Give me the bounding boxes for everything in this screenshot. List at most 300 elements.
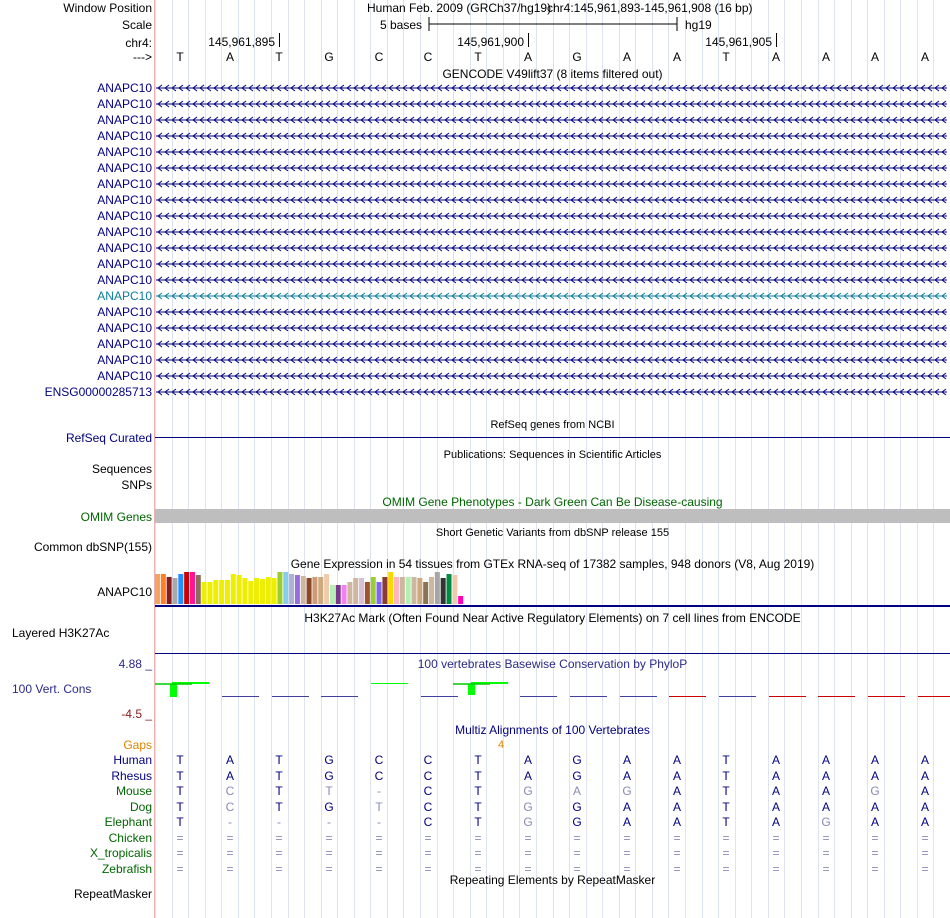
alignment-base: - — [277, 815, 281, 829]
alignment-base: T — [325, 784, 333, 798]
scale-text: 5 bases — [380, 18, 423, 32]
ruler-tick-label: 145,961,900 — [457, 35, 524, 49]
alignment-base: G — [622, 784, 632, 798]
cons-max-label: 4.88 _ — [118, 657, 152, 671]
gencode-gene-label[interactable]: ANAPC10 — [97, 129, 152, 143]
gtex-tissue-bar[interactable] — [283, 572, 288, 604]
base-10: A — [672, 50, 681, 64]
ruler-tick — [528, 33, 529, 47]
cons-value-bar[interactable] — [918, 696, 950, 697]
alignment-base: = — [822, 830, 830, 845]
gtex-tissue-bar[interactable] — [225, 580, 230, 604]
ruler-tick-label: 145,961,905 — [705, 35, 772, 49]
gtex-tissue-bar[interactable] — [394, 577, 399, 604]
base-5: C — [423, 50, 433, 64]
gencode-title: GENCODE V49lift37 (8 items filtered out) — [442, 67, 663, 81]
base-15: A — [920, 50, 929, 64]
gencode-gene-label[interactable]: ANAPC10 — [97, 113, 152, 127]
gtex-tissue-bar[interactable] — [295, 575, 300, 604]
gtex-tissue-bar[interactable] — [312, 577, 317, 604]
alignment-base: = — [623, 830, 631, 845]
species-label[interactable]: Mouse — [115, 784, 152, 798]
alignment-base: A — [672, 753, 681, 767]
alignment-base: A — [622, 753, 631, 767]
publications-title: Publications: Sequences in Scientific Articles — [443, 449, 662, 461]
alignment-base: = — [275, 846, 283, 860]
cons-value-bar[interactable] — [421, 696, 458, 697]
base-1: A — [225, 50, 234, 64]
alignment-base: A — [870, 768, 879, 783]
dbsnp-label[interactable]: Common dbSNP(155) — [33, 540, 152, 554]
base-11: T — [722, 50, 730, 64]
alignment-base: A — [771, 753, 780, 767]
alignment-base: C — [423, 784, 433, 798]
gtex-tissue-bar[interactable] — [237, 575, 242, 604]
alignment-base: = — [673, 846, 681, 860]
gtex-tissue-bar[interactable] — [202, 582, 207, 604]
alignment-base: T — [722, 753, 730, 767]
repeatmasker-label[interactable]: RepeatMasker — [73, 887, 152, 901]
alignment-base: G — [821, 815, 831, 829]
dbsnp-title: Short Genetic Variants from dbSNP release 155 — [435, 527, 670, 539]
species-label[interactable]: Elephant — [104, 815, 152, 829]
ruler-tick — [776, 33, 777, 47]
alignment-base: A — [771, 768, 780, 783]
cons-value-bar[interactable] — [520, 696, 557, 697]
alignment-base: A — [920, 799, 929, 814]
gtex-tissue-bar[interactable] — [242, 578, 247, 604]
alignment-base: A — [523, 753, 532, 767]
alignment-base: A — [572, 784, 581, 798]
track-image-panel[interactable] — [155, 0, 950, 918]
gtex-tissue-bar[interactable] — [447, 574, 452, 604]
alignment-base: = — [375, 830, 383, 845]
alignment-base: C — [225, 784, 235, 798]
gtex-tissue-bar[interactable] — [184, 572, 189, 604]
gencode-gene-label[interactable]: ANAPC10 — [97, 177, 152, 191]
cons-value-bar[interactable] — [371, 683, 408, 684]
refseq-label[interactable]: RefSeq Curated — [65, 431, 152, 445]
alignment-base: = — [226, 830, 234, 845]
alignment-base: = — [722, 846, 730, 860]
base-2: T — [275, 50, 283, 64]
alignment-base: = — [772, 846, 780, 860]
gencode-gene-label[interactable]: ANAPC10 — [97, 161, 152, 175]
base-9: A — [622, 50, 631, 64]
cons-value-bar[interactable] — [719, 696, 756, 697]
gtex-tissue-bar[interactable] — [423, 582, 428, 604]
gencode-transcript-line[interactable] — [155, 257, 948, 271]
alignment-base: = — [325, 846, 333, 860]
gtex-tissue-bar[interactable] — [155, 574, 160, 604]
gtex-tissue-bar[interactable] — [429, 577, 434, 604]
alignment-base: A — [523, 768, 532, 783]
alignment-base: T — [722, 799, 730, 814]
gtex-tissue-bar[interactable] — [289, 574, 294, 604]
strand-label[interactable]: ---> — [133, 50, 152, 64]
assembly-name: Human Feb. 2009 (GRCh37/hg19) — [367, 1, 552, 15]
gencode-transcript-line[interactable] — [155, 305, 948, 319]
alignment-base: G — [523, 799, 533, 814]
alignment-base: = — [822, 846, 830, 860]
cons-value-bar[interactable] — [769, 696, 806, 697]
cons-value-bar[interactable] — [272, 696, 309, 697]
gencode-transcript-line[interactable] — [155, 321, 948, 335]
gencode-gene-label[interactable]: ANAPC10 — [97, 97, 152, 111]
ruler-tick — [279, 33, 280, 47]
alignment-base: = — [375, 861, 383, 876]
cons-label[interactable]: 100 Vert. Cons — [12, 682, 92, 696]
gtex-tissue-bar[interactable] — [330, 585, 335, 604]
multiz-title: Multiz Alignments of 100 Vertebrates — [455, 723, 650, 737]
alignment-base: G — [572, 815, 582, 829]
alignment-base: G — [572, 799, 582, 814]
h3k27ac-title: H3K27Ac Mark (Often Found Near Active Regulatory Elements) on 7 cell lines from ENCODE — [304, 611, 801, 625]
species-label[interactable]: Dog — [129, 799, 152, 814]
alignment-base: = — [573, 861, 581, 876]
gtex-tissue-bar[interactable] — [342, 585, 347, 604]
cons-value-bar[interactable] — [321, 696, 358, 697]
conservation-graph[interactable] — [155, 672, 950, 718]
gencode-gene-label[interactable]: ANAPC10 — [97, 241, 152, 255]
alignment-base: A — [920, 753, 929, 767]
gtex-tissue-bar[interactable] — [336, 585, 341, 604]
ruler-tick-label: 145,961,895 — [208, 35, 275, 49]
alignment-base: A — [870, 753, 879, 767]
gtex-tissue-bar[interactable] — [412, 577, 417, 604]
gencode-gene-label[interactable]: ENSG00000285713 — [44, 385, 152, 399]
alignment-base: = — [573, 846, 581, 860]
cons-min-label: -4.5 _ — [121, 707, 152, 721]
alignment-base: T — [474, 753, 482, 767]
alignment-base: A — [771, 784, 780, 798]
gencode-transcript-line[interactable] — [155, 193, 948, 207]
gtex-tissue-bar[interactable] — [172, 578, 177, 604]
base-4: C — [374, 50, 384, 64]
gencode-transcript-line[interactable] — [155, 97, 948, 111]
gaps-label[interactable]: Gaps — [123, 738, 152, 752]
gtex-tissue-bar[interactable] — [167, 577, 172, 604]
alignment-base: A — [672, 799, 681, 814]
gencode-transcript-line[interactable] — [155, 353, 948, 367]
alignment-base: = — [772, 830, 780, 845]
species-label[interactable]: Rhesus — [111, 768, 152, 783]
alignment-base: = — [871, 846, 879, 860]
alignment-base: = — [673, 861, 681, 876]
alignment-base: = — [921, 846, 929, 860]
alignment-base: T — [275, 784, 283, 798]
alignment-base: - — [327, 815, 331, 829]
gtex-tissue-bar[interactable] — [382, 577, 387, 604]
gencode-transcript-line[interactable] — [155, 161, 948, 175]
gtex-tissue-bar[interactable] — [248, 581, 253, 604]
base-8: G — [572, 50, 582, 64]
gtex-tissue-bar[interactable] — [254, 578, 259, 604]
alignment-base: T — [176, 768, 184, 783]
alignment-base: G — [870, 784, 880, 798]
alignment-base: C — [423, 768, 433, 783]
alignment-base: = — [573, 830, 581, 845]
alignment-base: - — [377, 815, 381, 829]
scale-db: hg19 — [685, 18, 712, 32]
alignment-base: = — [275, 830, 283, 845]
alignment-base: T — [722, 768, 730, 783]
base-12: A — [771, 50, 780, 64]
alignment-base: T — [375, 799, 383, 814]
gencode-transcript-line[interactable] — [155, 129, 948, 143]
gtex-tissue-bar[interactable] — [359, 578, 364, 604]
gtex-tissue-bar[interactable] — [277, 572, 282, 604]
alignment-base: = — [822, 861, 830, 876]
alignment-base: C — [374, 753, 384, 767]
h3k27ac-baseline — [155, 653, 950, 654]
gencode-gene-label[interactable]: ANAPC10 — [97, 353, 152, 367]
alignment-base: - — [228, 815, 232, 829]
alignment-base: - — [377, 784, 381, 798]
cons-positive-bar[interactable] — [170, 684, 177, 697]
species-label[interactable]: X_tropicalis — [89, 846, 152, 860]
gtex-tissue-bar[interactable] — [435, 572, 440, 604]
alignment-base: A — [672, 784, 681, 798]
alignment-base: = — [474, 846, 482, 860]
alignment-base: = — [176, 861, 184, 876]
gap-count: 4 — [498, 739, 505, 751]
cons-value-bar[interactable] — [669, 696, 706, 697]
alignment-base: = — [524, 846, 532, 860]
alignment-base: A — [225, 768, 234, 783]
alignment-base: A — [672, 815, 681, 829]
alignment-base: G — [324, 753, 334, 767]
alignment-base: = — [375, 846, 383, 860]
gtex-tissue-bar[interactable] — [231, 574, 236, 604]
gtex-tissue-bar[interactable] — [318, 577, 323, 604]
gencode-gene-label[interactable]: ANAPC10 — [97, 305, 152, 319]
base-7: A — [523, 50, 532, 64]
scale-bar — [155, 15, 950, 35]
refseq-gene-line[interactable] — [155, 437, 950, 438]
alignment-base: A — [920, 784, 929, 798]
alignment-base: G — [572, 753, 582, 767]
gencode-transcript-line[interactable] — [155, 225, 948, 239]
base-0: T — [176, 50, 184, 64]
repeatmasker-title: Repeating Elements by RepeatMasker — [449, 873, 656, 887]
alignment-base: = — [424, 861, 432, 876]
h3k27ac-label[interactable]: Layered H3K27Ac — [12, 626, 110, 640]
alignment-base: = — [524, 861, 532, 876]
cons-value-bar[interactable] — [222, 696, 259, 697]
omim-label[interactable]: OMIM Genes — [80, 510, 152, 524]
alignment-base: A — [821, 799, 830, 814]
alignment-base: T — [176, 784, 184, 798]
gencode-transcript-line[interactable] — [155, 369, 948, 383]
alignment-base: A — [622, 815, 631, 829]
alignment-base: G — [324, 768, 334, 783]
alignment-base: A — [771, 815, 780, 829]
alignment-base: = — [623, 861, 631, 876]
publications-label[interactable]: Sequences — [91, 462, 152, 476]
alignment-base: T — [474, 768, 482, 783]
gencode-transcript-line[interactable] — [155, 289, 948, 303]
alignment-base: A — [870, 815, 879, 829]
gencode-gene-label[interactable]: ANAPC10 — [97, 273, 152, 287]
cons-value-bar[interactable] — [868, 696, 905, 697]
alignment-base: = — [474, 830, 482, 845]
alignment-base: T — [722, 815, 730, 829]
gtex-tissue-bar[interactable] — [417, 578, 422, 604]
base-14: A — [870, 50, 879, 64]
alignment-base: = — [921, 830, 929, 845]
gtex-tissue-bar[interactable] — [377, 582, 382, 604]
gencode-transcript-line[interactable] — [155, 81, 948, 95]
gencode-gene-label[interactable]: ANAPC10 — [97, 225, 152, 239]
gtex-tissue-bar[interactable] — [196, 575, 201, 604]
alignment-base: T — [474, 815, 482, 829]
alignment-base: = — [722, 830, 730, 845]
alignment-base: = — [524, 830, 532, 845]
alignment-base: A — [920, 768, 929, 783]
alignment-base: T — [176, 815, 184, 829]
alignment-base: T — [176, 799, 184, 814]
gencode-transcript-line[interactable] — [155, 337, 948, 351]
alignment-base: A — [672, 768, 681, 783]
gencode-gene-label[interactable]: ANAPC10 — [97, 209, 152, 223]
alignment-base: T — [176, 753, 184, 767]
alignment-base: C — [423, 815, 433, 829]
gencode-transcript-line[interactable] — [155, 241, 948, 255]
omim-title: OMIM Gene Phenotypes - Dark Green Can Be Disease-causing — [382, 495, 723, 509]
alignment-base: A — [920, 815, 929, 829]
cons-value-bar[interactable] — [620, 696, 657, 697]
alignment-base: T — [474, 784, 482, 798]
gtex-tissue-bar[interactable] — [452, 575, 457, 604]
alignment-base: T — [474, 799, 482, 814]
alignment-base: = — [871, 861, 879, 876]
alignment-base: G — [324, 799, 334, 814]
gtex-tissue-bar[interactable] — [388, 572, 393, 604]
alignment-base: = — [871, 830, 879, 845]
gtex-tissue-bar[interactable] — [266, 577, 271, 604]
gtex-tissue-bar[interactable] — [371, 577, 376, 604]
alignment-base: G — [523, 784, 533, 798]
alignment-base: T — [275, 753, 283, 767]
species-label[interactable]: Human — [113, 753, 152, 767]
snps-label[interactable]: SNPs — [121, 478, 152, 492]
gtex-tissue-bar[interactable] — [400, 577, 405, 604]
gencode-gene-label[interactable]: ANAPC10 — [97, 257, 152, 271]
gencode-transcript-line[interactable] — [155, 209, 948, 223]
base-13: A — [821, 50, 830, 64]
window-position-label: Window Position — [63, 1, 152, 15]
gtex-tissue-bar[interactable] — [458, 596, 463, 604]
cons-value-bar[interactable] — [570, 696, 607, 697]
species-label[interactable]: Chicken — [108, 830, 152, 845]
gtex-tissue-bar[interactable] — [260, 579, 265, 604]
alignment-base: = — [772, 861, 780, 876]
gtex-tissue-bar[interactable] — [207, 582, 212, 604]
alignment-base: T — [275, 768, 283, 783]
gtex-tissue-bar[interactable] — [272, 578, 277, 604]
gencode-gene-label[interactable]: ANAPC10 — [97, 193, 152, 207]
alignment-base: T — [722, 784, 730, 798]
alignment-base: = — [424, 830, 432, 845]
alignment-base: T — [275, 799, 283, 814]
gtex-tissue-bar[interactable] — [324, 574, 329, 604]
gtex-label[interactable]: ANAPC10 — [97, 585, 152, 599]
alignment-base: A — [870, 799, 879, 814]
alignment-base: G — [523, 815, 533, 829]
gtex-tissue-bar[interactable] — [307, 578, 312, 604]
gtex-tissue-bar[interactable] — [190, 572, 195, 604]
alignment-base: = — [275, 861, 283, 876]
gtex-tissue-bar[interactable] — [406, 577, 411, 604]
cons-title: 100 vertebrates Basewise Conservation by PhyloP — [417, 657, 688, 671]
gtex-tissue-bar[interactable] — [347, 582, 352, 604]
gtex-tissue-bar[interactable] — [161, 574, 166, 604]
gtex-tissue-bar[interactable] — [365, 582, 370, 604]
alignment-base: C — [423, 799, 433, 814]
gencode-transcript-line[interactable] — [155, 177, 948, 191]
gtex-tissue-bar[interactable] — [213, 580, 218, 604]
gencode-gene-label[interactable]: ANAPC10 — [97, 289, 152, 303]
alignment-base: = — [921, 861, 929, 876]
gencode-gene-label[interactable]: ANAPC10 — [97, 321, 152, 335]
gencode-gene-label[interactable]: ANAPC10 — [97, 145, 152, 159]
alignment-base: = — [325, 830, 333, 845]
gtex-tissue-bar[interactable] — [219, 580, 224, 604]
gtex-tissue-bar[interactable] — [353, 578, 358, 604]
alignment-base: = — [226, 846, 234, 860]
refseq-title: RefSeq genes from NCBI — [490, 419, 615, 431]
alignment-base: A — [622, 799, 631, 814]
cons-positive-bar[interactable] — [468, 684, 475, 695]
alignment-base: C — [225, 799, 235, 814]
alignment-base: = — [424, 846, 432, 860]
alignment-base: A — [821, 768, 830, 783]
gencode-gene-label[interactable]: ANAPC10 — [97, 369, 152, 383]
base-6: T — [474, 50, 482, 64]
alignment-base: = — [673, 830, 681, 845]
species-label[interactable]: Zebrafish — [101, 861, 152, 876]
alignment-base: G — [572, 768, 582, 783]
alignment-base: = — [226, 861, 234, 876]
alignment-base: = — [176, 830, 184, 845]
gencode-transcript-line[interactable] — [155, 385, 948, 399]
gencode-gene-label[interactable]: ANAPC10 — [97, 337, 152, 351]
alignment-base: = — [722, 861, 730, 876]
alignment-base: = — [176, 846, 184, 860]
chrom-label: chr4: — [125, 36, 152, 50]
gtex-tissue-bar[interactable] — [178, 574, 183, 604]
gtex-tissue-bar[interactable] — [441, 578, 446, 604]
gencode-gene-label[interactable]: ANAPC10 — [97, 81, 152, 95]
omim-gene-bar[interactable] — [155, 509, 950, 523]
alignment-base: = — [474, 861, 482, 876]
gencode-transcript-line[interactable] — [155, 273, 948, 287]
track-labels-panel — [0, 0, 155, 918]
gtex-bar-chart[interactable] — [155, 572, 950, 608]
cons-value-bar[interactable] — [818, 696, 855, 697]
gencode-transcript-line[interactable] — [155, 145, 948, 159]
alignment-base: = — [325, 861, 333, 876]
alignment-base: C — [423, 753, 433, 767]
gtex-tissue-bar[interactable] — [301, 576, 306, 604]
gencode-transcript-line[interactable] — [155, 113, 948, 127]
alignment-base: A — [225, 753, 234, 767]
alignment-base: C — [374, 768, 384, 783]
alignment-base: A — [821, 784, 830, 798]
alignment-base: A — [821, 753, 830, 767]
alignment-base: A — [771, 799, 780, 814]
